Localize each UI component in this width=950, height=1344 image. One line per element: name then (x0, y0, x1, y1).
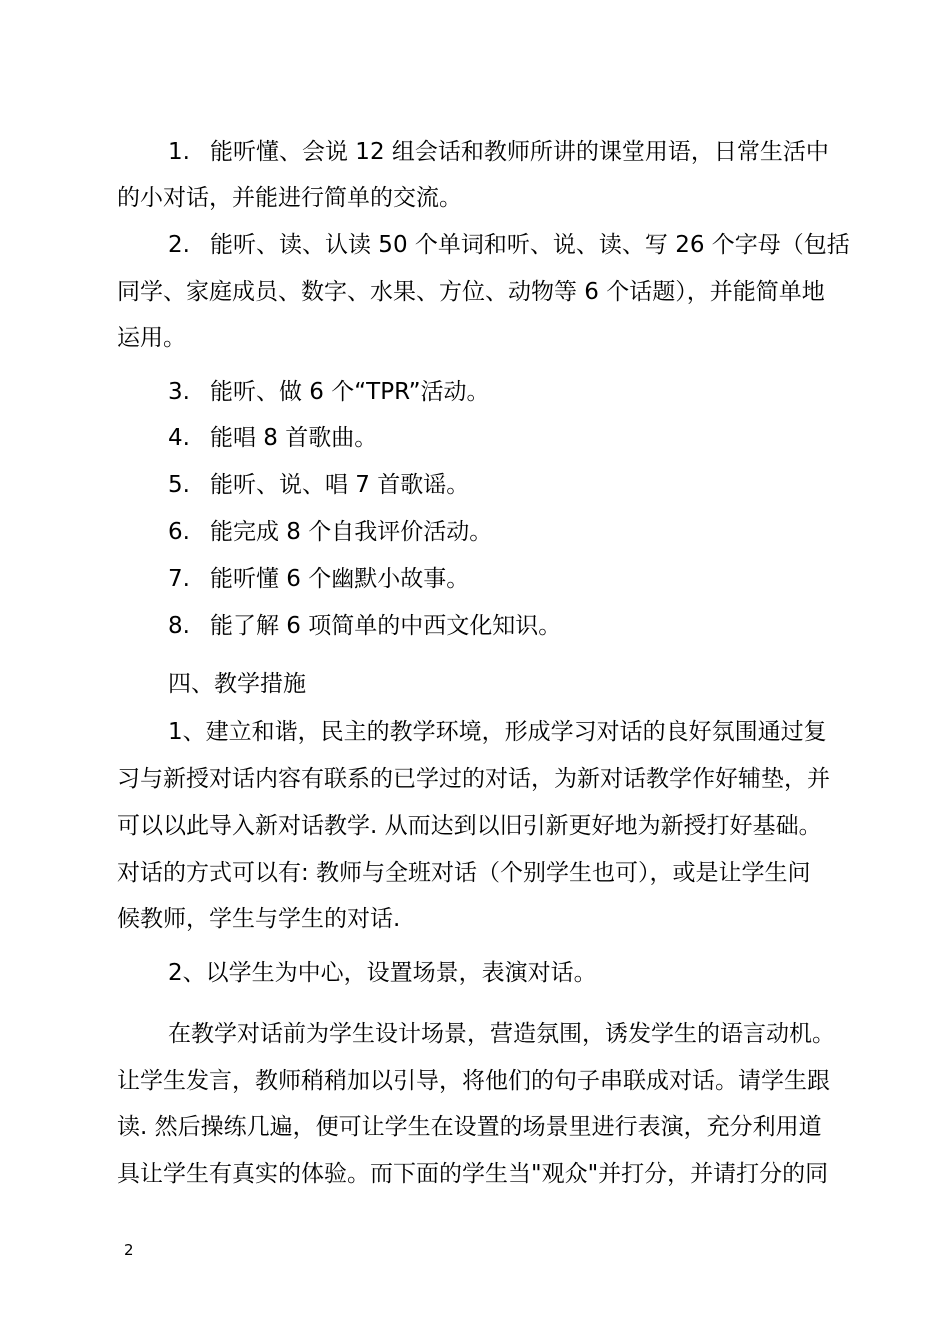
goal-4 (168, 422, 377, 454)
section-heading: 四、教学措施 (168, 671, 306, 697)
goal-8 (168, 610, 561, 642)
goal-1-text: 能听懂、会说 12 组会话和教师所讲的课堂用语，日常生活中 (210, 139, 829, 165)
goal-4-text: 能唱 8 首歌曲。 (210, 425, 378, 451)
goal-3-number: 3. (168, 379, 190, 405)
goal-2-line-2: 同学、家庭成员、数字、水果、方位、动物等 6 个话题），并能简单地 (117, 279, 825, 305)
goal-7 (168, 563, 469, 595)
goal-1-line-1 (168, 136, 829, 168)
goal-8-number: 8. (168, 613, 190, 639)
goal-5-text: 能听、说、唱 7 首歌谣。 (210, 472, 470, 498)
goal-4-number: 4. (168, 425, 190, 451)
goal-2-number: 2. (168, 232, 190, 258)
goal-5-number: 5. (168, 472, 190, 498)
measure-2-line-3: 读. 然后操练几遍，便可让学生在设置的场景里进行表演，充分利用道 (117, 1114, 822, 1140)
goal-2-line-1 (168, 229, 850, 261)
measure-1-line-1: 1、建立和谐，民主的教学环境，形成学习对话的良好氛围通过复 (168, 719, 827, 745)
page-number: 2 (124, 1241, 134, 1259)
measure-1-line-2: 习与新授对话内容有联系的已学过的对话，为新对话教学作好辅垫，并 (117, 766, 830, 792)
goal-8-text: 能了解 6 项简单的中西文化知识。 (210, 613, 562, 639)
goal-6-text: 能完成 8 个自我评价活动。 (210, 519, 493, 545)
measure-1-line-4: 对话的方式可以有: 教师与全班对话（个别学生也可），或是让学生问 (117, 860, 811, 886)
measure-2-line-1: 在教学对话前为学生设计场景，营造氛围，诱发学生的语言动机。 (168, 1021, 835, 1047)
goal-2-text: 能听、读、认读 50 个单词和听、说、读、写 26 个字母（包括 (210, 232, 850, 258)
goal-7-number: 7. (168, 566, 190, 592)
goal-3-text: 能听、做 6 个“TPR”活动。 (210, 379, 490, 405)
goal-7-text: 能听懂 6 个幽默小故事。 (210, 566, 470, 592)
measure-2-line-2: 让学生发言，教师稍稍加以引导，将他们的句子串联成对话。请学生跟 (117, 1068, 830, 1094)
measure-1-line-5: 候教师，学生与学生的对话. (117, 906, 401, 932)
goal-5 (168, 469, 469, 501)
measure-1-line-3: 可以以此导入新对话教学. 从而达到以旧引新更好地为新授打好基础。 (117, 813, 822, 839)
goal-1-number: 1. (168, 139, 190, 165)
measure-2-line-4: 具让学生有真实的体验。而下面的学生当"观众"并打分，并请打分的同 (117, 1161, 829, 1187)
goal-1-line-2: 的小对话，并能进行简单的交流。 (117, 185, 462, 211)
measure-2-heading: 2、以学生为中心，设置场景，表演对话。 (168, 960, 597, 986)
goal-2-line-3: 运用。 (117, 325, 186, 351)
goal-6-number: 6. (168, 519, 190, 545)
goal-6 (168, 516, 492, 548)
goal-3 (168, 376, 490, 408)
